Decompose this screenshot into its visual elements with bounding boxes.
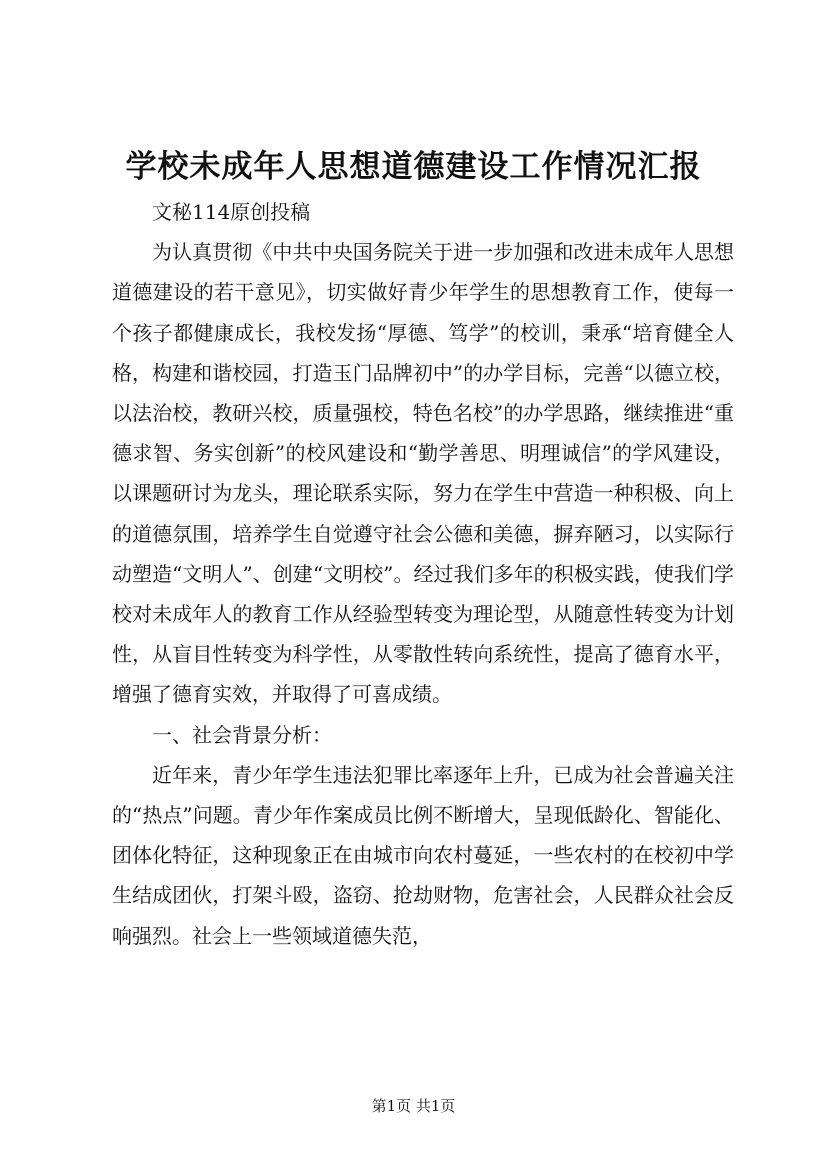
document-body: [112, 192, 734, 956]
byline: 文秘114原创投稿: [152, 200, 311, 224]
section-heading: 一、社会背景分析：: [152, 722, 332, 747]
paragraph-background: 近年来，青少年学生违法犯罪比率逐年上升，已成为社会普遍关注的“热点”问题。青少年作案成员比例不断增大，呈现低龄化、智能化、团体化特征，这种现象正在由城市向农村蔓延，一些农村的在校初中学生结成团伙，打架斗殴，盗窃、抢劫财物，危害社会，人民群众社会反响强烈。社会上一些领域道德失范，: [112, 762, 734, 948]
document-title: 学校未成年人思想道德建设工作情况汇报: [125, 149, 702, 185]
page-footer: 第1页 共1页: [371, 1097, 456, 1115]
paragraph-intro: 为认真贯彻《中共中央国务院关于进一步加强和改进未成年人思想道德建设的若干意见》，切实做好青少年学生的思想教育工作，使每一个孩子都健康成长，我校发扬“厚德、笃学”的校训，秉承“培育健全人格，构建和谐校园，打造玉门品牌初中”的办学目标，完善“以德立校，以法治校，教研兴校，质量强校，特色名校”的办学思路，继续推进“重德求智、务实创新”的校风建设和“勤学善思、明理诚信”的学风建设，以课题研讨为龙头，理论联系实际，努力在学生中营造一种积极、向上的道德氛围，培养学生自觉遵守社会公德和美德，摒弃陋习，以实际行动塑造“文明人”、创建“文明校”。经过我们多年的积极实践，使我们学校对未成年人的教育工作从经验型转变为理论型，从随意性转变为计划性，从盲目性转变为科学性，从零散性转向系统性，提高了德育水平，增强了德育实效，并取得了可喜成绩。: [112, 240, 734, 707]
